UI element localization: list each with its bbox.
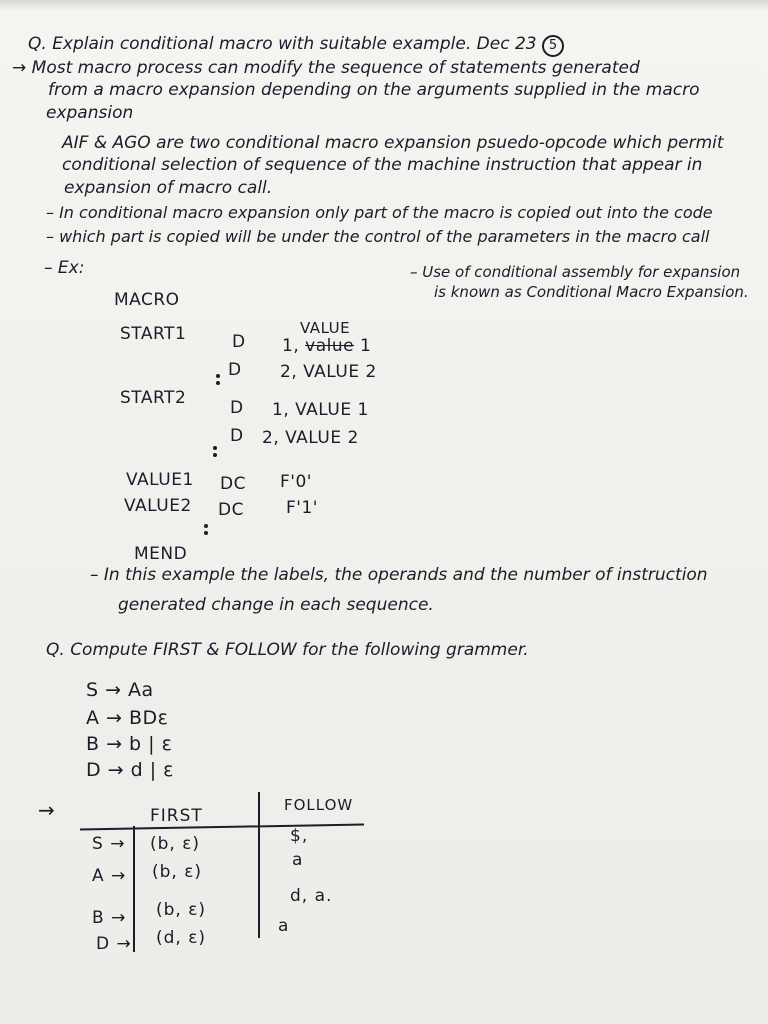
code-op1a-struck: value [305,336,355,356]
q1-line-5: conditional selection of sequence of the machine instruction that appear in [62,155,703,175]
row-first: (b, ε) [152,862,203,882]
code-dc2: DC [218,500,244,520]
code-value2: VALUE2 [124,496,192,516]
code-start2: START2 [120,388,187,408]
code-op2a: 1, VALUE 1 [272,400,369,420]
q1-line-8: – which part is copied will be under the control of the parameters in the macro call [46,227,710,246]
after-line-1: – In this example the labels, the operands and the number of instruction [90,565,708,585]
code-op2b: 2, VALUE 2 [262,428,359,448]
q1-title [28,34,564,57]
code-op1a-end: 1 [359,336,372,356]
after-line-2: generated change in each sequence. [118,595,434,615]
grammar-rule: A → BDε [86,707,169,729]
row-follow: d, a. [290,886,333,906]
row-nt: A → [92,866,127,886]
q1-line-6: expansion of macro call. [64,178,273,198]
row-first: (b, ε) [150,834,201,854]
code-op1a [282,336,371,356]
code-value1: VALUE1 [126,470,194,490]
code-d3: D [230,398,244,418]
code-f1: F'1' [286,498,318,518]
row-nt: B → [92,908,127,928]
header-first: FIRST [150,806,203,826]
code-value-above: VALUE [300,319,351,337]
q1-line-7: – In conditional macro expansion only part of the macro is copied out into the code [46,203,713,222]
ellipsis-dot [213,453,217,457]
answer-arrow: → [38,798,56,822]
row-nt: D → [96,934,132,954]
side-note-2: is known as Conditional Macro Expansion. [434,283,749,301]
code-mend: MEND [134,544,188,564]
code-start1: START1 [120,324,187,344]
code-d1: D [232,332,246,352]
ellipsis-dot [216,374,220,378]
header-follow: FOLLOW [284,796,354,814]
q1-line-1: → Most macro process can modify the sequence of statements generated [12,58,640,78]
code-macro: MACRO [114,290,180,310]
code-d4: D [230,426,244,446]
table-left-rule [133,826,135,952]
q1-line-3: expansion [46,103,134,123]
grammar-rule: S → Aa [86,679,154,701]
q1-title-text: Q. Explain conditional macro with suitable example. Dec 23 [28,34,537,54]
row-nt: S → [92,834,126,854]
marks-badge: 5 [542,35,564,57]
row-follow: a [292,850,304,870]
code-op1b: 2, VALUE 2 [280,362,377,382]
grammar-rule: B → b | ε [86,733,173,755]
row-first: (b, ε) [156,900,207,920]
row-follow: a [278,916,290,936]
page-top-edge [0,0,768,10]
row-first: (d, ε) [156,928,207,948]
ellipsis-dot [213,446,217,450]
code-d2: D [228,360,242,380]
row-follow: $, [290,826,309,846]
q1-line-4: AIF & AGO are two conditional macro expansion psuedo-opcode which permit [62,133,724,153]
ellipsis-dot [216,381,220,385]
example-label: – Ex: [44,258,85,278]
ellipsis-dot [204,524,208,528]
side-note-1: – Use of conditional assembly for expansion [410,263,741,281]
code-dc1: DC [220,474,246,494]
grammar-rule: D → d | ε [86,759,174,781]
code-f0: F'0' [280,472,312,492]
ellipsis-dot [204,531,208,535]
table-header-rule [80,824,364,831]
table-middle-rule [258,792,260,938]
q1-line-2: from a macro expansion depending on the arguments supplied in the macro [48,80,700,100]
q2-title: Q. Compute FIRST & FOLLOW for the following grammer. [46,640,529,660]
code-op1a-start: 1, [282,336,300,356]
